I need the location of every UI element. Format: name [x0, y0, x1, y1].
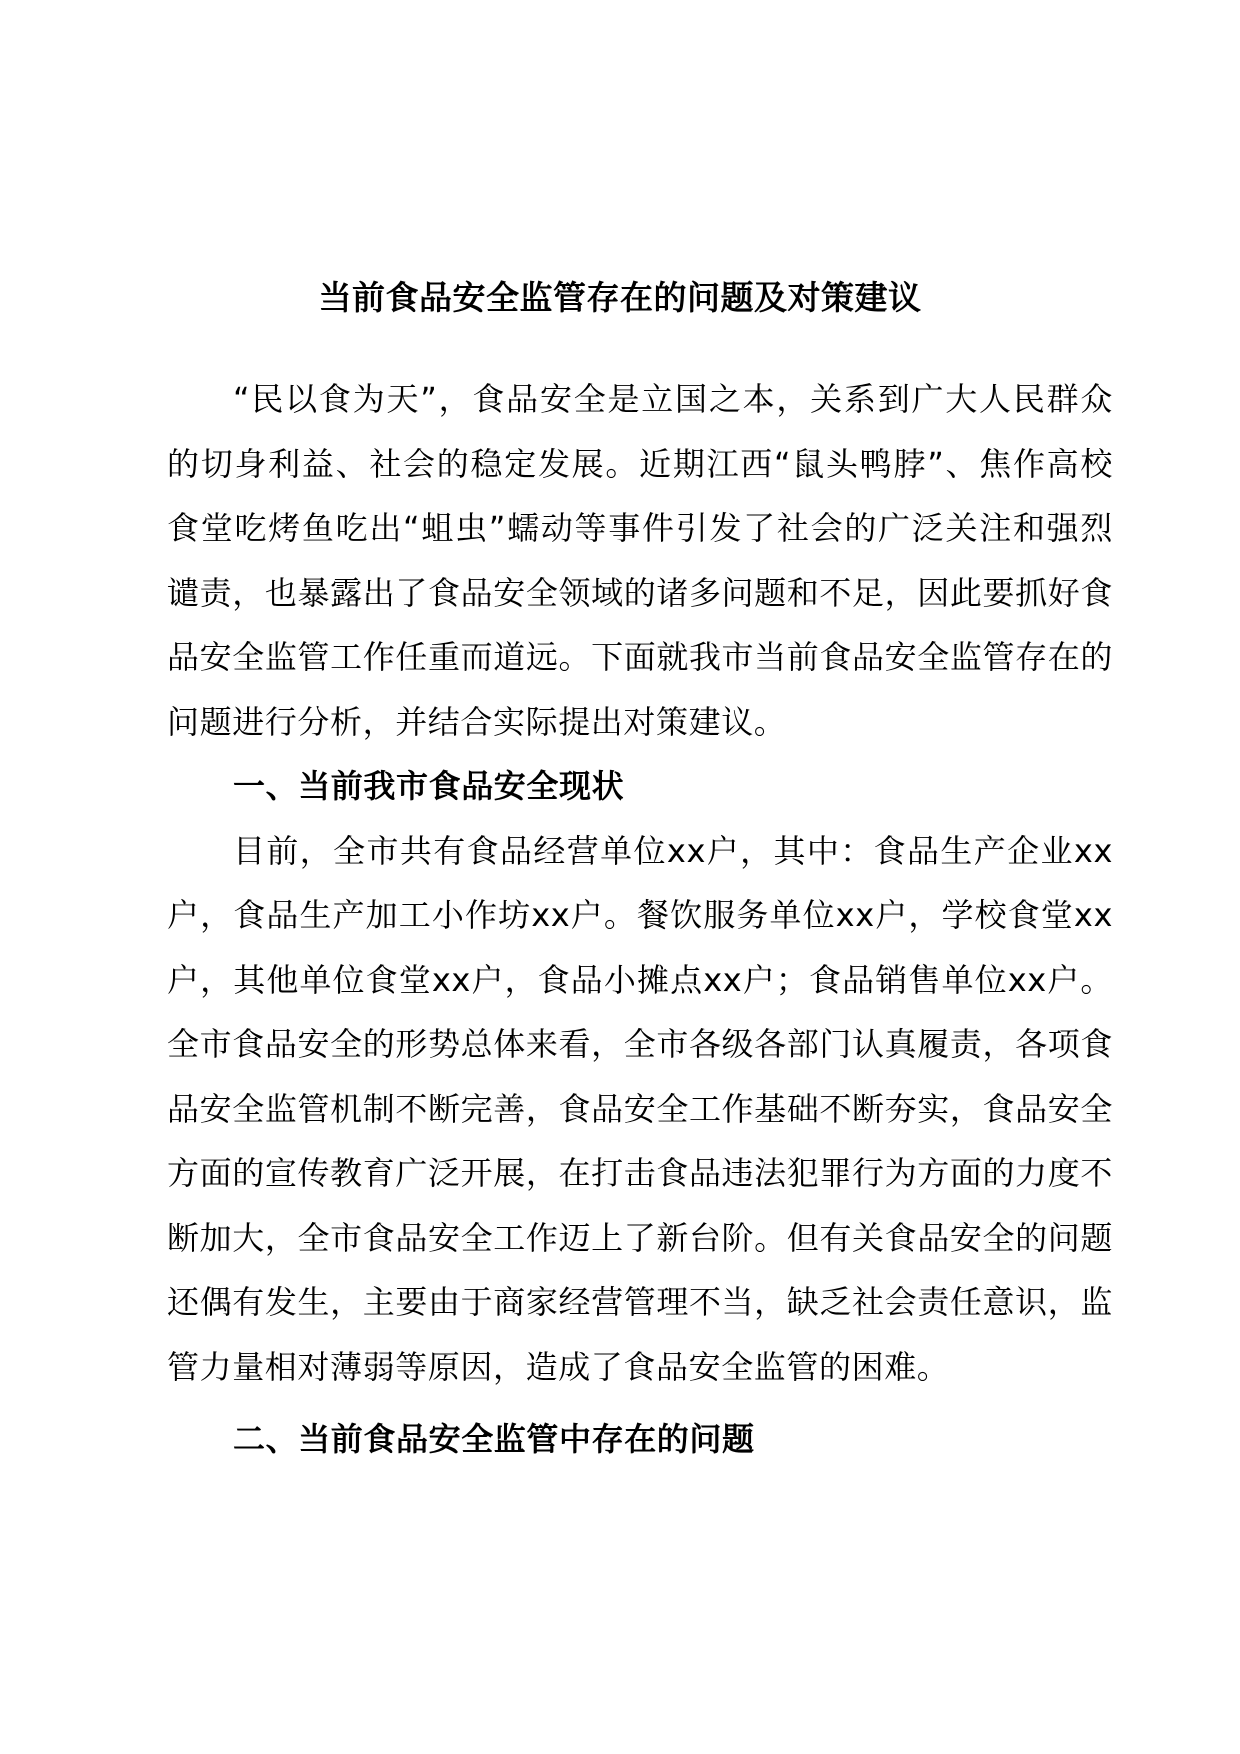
section-heading-existing-problems: 二、当前食品安全监管中存在的问题: [233, 1420, 755, 1458]
document-title: 当前食品安全监管存在的问题及对策建议: [318, 278, 922, 317]
paragraph-spacer: [167, 1399, 1113, 1407]
document-body: [167, 367, 1113, 1472]
intro-paragraph: “民以食为天”，食品安全是立国之本，关系到广大人民群众的切身利益、社会的稳定发展。近期江西“鼠头鸭脖”、焦作高校食堂吃烤鱼吃出“蛆虫”蠕动等事件引发了社会的广泛关注和强烈谴责，也暴露出了食品安全领域的诸多问题和不足，因此要抓好食品安全监管工作任重而道远。下面就我市当前食品安全监管存在的问题进行分析，并结合实际提出对策建议。: [167, 380, 1113, 741]
current-status-paragraph: 目前，全市共有食品经营单位xx户，其中：食品生产企业xx户，食品生产加工小作坊xx户。餐饮服务单位xx户，学校食堂xx户，其他单位食堂xx户，食品小摊点xx户；食品销售单位xx户。全市食品安全的形势总体来看，全市各级各部门认真履责，各项食品安全监管机制不断完善，食品安全工作基础不断夯实，食品安全方面的宣传教育广泛开展，在打击食品违法犯罪行为方面的力度不断加大，全市食品安全工作迈上了新台阶。但有关食品安全的问题还偶有发生，主要由于商家经营管理不当，缺乏社会责任意识，监管力量相对薄弱等原因，造成了食品安全监管的困难。: [167, 831, 1113, 1386]
section-heading-current-status: 一、当前我市食品安全现状: [233, 767, 625, 805]
